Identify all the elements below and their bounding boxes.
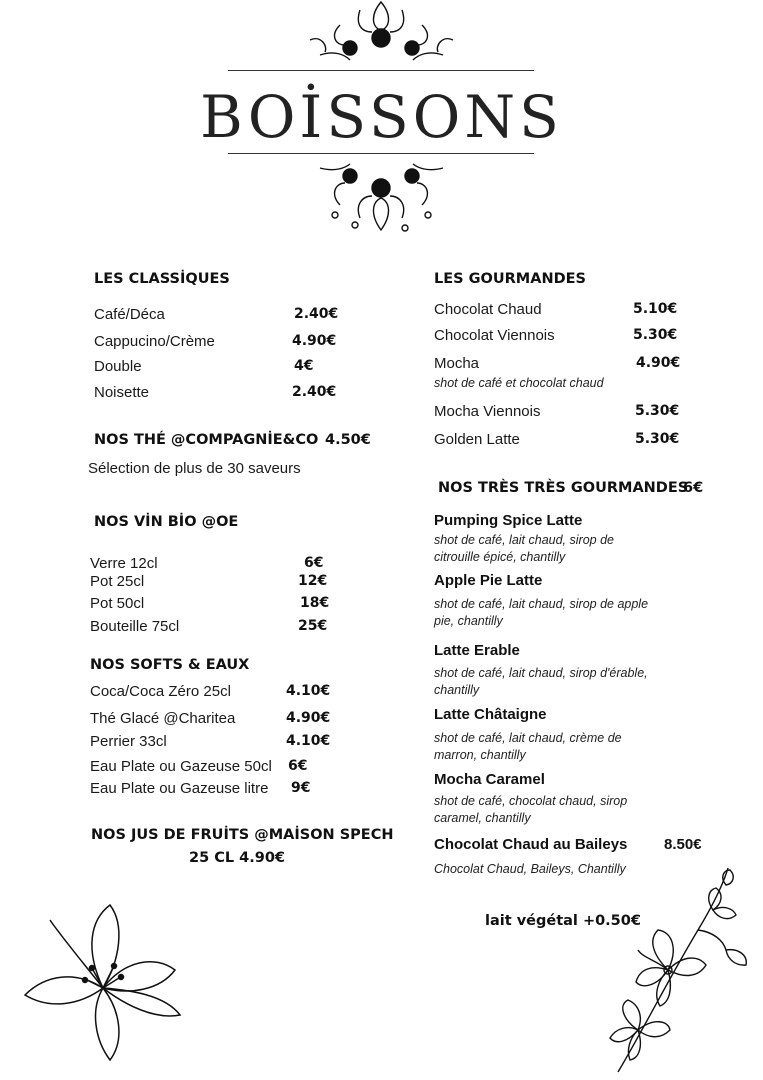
title-rule-bottom (228, 153, 534, 154)
menu-item-name: Bouteille 75cl (90, 618, 180, 635)
menu-item-description: caramel, chantilly (434, 811, 531, 825)
menu-item-price: 4.90€ (286, 710, 331, 726)
menu-item-price: 25€ (298, 618, 328, 634)
menu-item-price: 18€ (300, 595, 330, 611)
menu-item-name: Latte Erable (434, 642, 520, 659)
title-rule-top (228, 70, 534, 71)
the-description: Sélection de plus de 30 saveurs (88, 460, 301, 477)
menu-item-description: chantilly (434, 683, 480, 697)
menu-item-description: shot de café, lait chaud, sirop d'érable, (434, 666, 648, 680)
softs-heading: NOS SOFTS & EAUX (90, 657, 250, 673)
menu-item-name: Chocolat Chaud au Baileys (434, 836, 628, 853)
menu-item-name: Apple Pie Latte (434, 572, 543, 589)
menu-item-price: 4.90€ (636, 355, 681, 371)
menu-item-price: 2.40€ (292, 384, 337, 400)
gourmandes-heading: LES GOURMANDES (434, 271, 586, 287)
menu-item-price: 5.30€ (633, 327, 678, 343)
menu-item-description: shot de café, lait chaud, sirop de apple (434, 597, 649, 611)
tres-gourmandes-heading: NOS TRÈS TRÈS GOURMANDES (438, 480, 689, 496)
menu-item-price: 12€ (298, 573, 328, 589)
menu-item-description: pie, chantilly (434, 614, 503, 628)
menu-item-name: Double (94, 358, 142, 375)
lily-flower-icon (15, 900, 190, 1065)
menu-item-name: Eau Plate ou Gazeuse 50cl (90, 758, 272, 775)
the-heading: NOS THÉ @COMPAGNİE&CO (94, 432, 319, 448)
menu-item-name: Mocha Viennois (434, 403, 541, 420)
menu-item-description: citrouille épicé, chantilly (434, 550, 566, 564)
menu-item-name: Café/Déca (94, 306, 165, 323)
menu-item-name: Mocha (434, 355, 480, 372)
plant-milk-note: lait végétal +0.50€ (485, 913, 641, 929)
menu-item-price: 2.40€ (294, 306, 339, 322)
menu-item-price: 6€ (304, 555, 324, 571)
menu-item-name: Latte Châtaigne (434, 706, 547, 723)
menu-item-description: Chocolat Chaud, Baileys, Chantilly (434, 862, 626, 876)
menu-item-price: 4€ (294, 358, 314, 374)
the-price: 4.50€ (325, 432, 371, 448)
menu-item-price: 4.90€ (292, 333, 337, 349)
classiques-heading: LES CLASSİQUES (94, 271, 230, 287)
menu-item-price: 9€ (291, 780, 311, 796)
menu-item-price: 5.10€ (633, 301, 678, 317)
menu-item-name: Cappucino/Crème (94, 333, 215, 350)
menu-item-name: Eau Plate ou Gazeuse litre (90, 780, 269, 797)
menu-item-price: 5.30€ (635, 403, 680, 419)
menu-item-price: 4.10€ (286, 733, 331, 749)
menu-item-name: Pot 50cl (90, 595, 145, 612)
menu-item-price: 8.50€ (664, 836, 702, 853)
menu-item-name: Perrier 33cl (90, 733, 167, 750)
menu-item-name: Verre 12cl (90, 555, 158, 572)
menu-item-name: Mocha Caramel (434, 771, 545, 788)
menu-item-description: shot de café, lait chaud, crème de (434, 731, 622, 745)
menu-item-price: 6€ (288, 758, 308, 774)
menu-item-description: marron, chantilly (434, 748, 526, 762)
tres-gourmandes-price: 6€ (683, 480, 704, 496)
menu-item-description: shot de café, chocolat chaud, sirop (434, 794, 628, 808)
menu-item-name: Chocolat Chaud (434, 301, 542, 318)
menu-item-price: 5.30€ (635, 431, 680, 447)
menu-item-description: shot de café, lait chaud, sirop de (434, 533, 614, 547)
menu-item-name: Coca/Coca Zéro 25cl (90, 683, 231, 700)
menu-item-name: Pot 25cl (90, 573, 145, 590)
page-title: BOİSSONS (200, 83, 563, 151)
jus-heading: NOS JUS DE FRUİTS @MAİSON SPECH (91, 827, 394, 843)
vin-heading: NOS VİN BİO @OE (94, 514, 239, 530)
menu-item-name: Thé Glacé @Charitea (90, 710, 236, 727)
jus-price-line: 25 CL 4.90€ (189, 850, 286, 866)
menu-item-name: Golden Latte (434, 431, 520, 448)
flower-branch-icon (598, 860, 753, 1075)
menu-item-name: Noisette (94, 384, 150, 401)
menu-item-price: 4.10€ (286, 683, 331, 699)
menu-item-name: Pumping Spice Latte (434, 512, 583, 529)
menu-item-name: Chocolat Viennois (434, 327, 555, 344)
menu-item-description: shot de café et chocolat chaud (434, 376, 604, 390)
